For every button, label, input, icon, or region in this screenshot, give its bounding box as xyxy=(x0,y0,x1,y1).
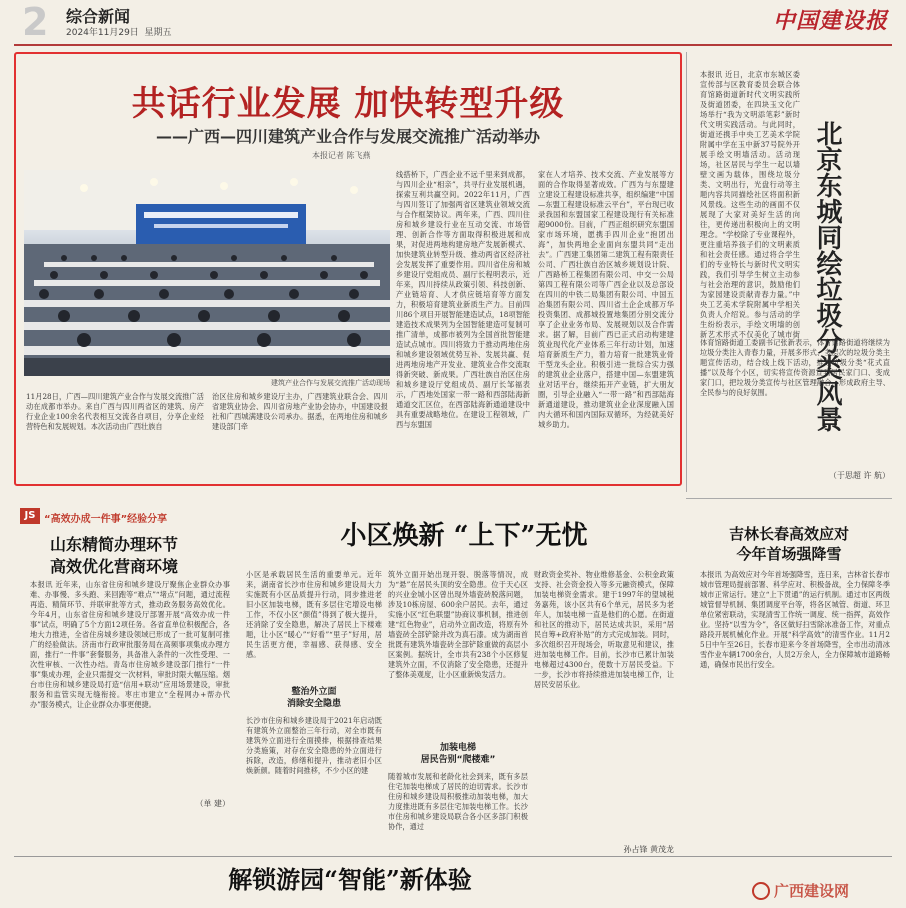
jilin-top-rule xyxy=(686,498,892,499)
section-title: 综合新闻 xyxy=(66,7,131,26)
shandong-headline-line-2: 高效优化营商环境 xyxy=(49,557,178,576)
js-banner xyxy=(20,508,180,524)
xiaoqu-subhead-1 xyxy=(246,686,382,710)
xiaoqu-column-1: 小区是承载居民生活的重要单元。近年来，湖南省长沙市住房和城乡建设局大力实施既有小区品质提升行动，同步推进老旧小区加装电梯，既有多层住宅增设电梯工作，不仅小区“颜值”得到了极大提升，还消除了安全隐患，解决了居民上下楼难题，让小区“暖心”“好看”“里子”好用，居民生活更方便，幸福感、获得感、安全感。 xyxy=(246,570,382,659)
weekday: 星期五 xyxy=(144,28,172,38)
xiaoqu-subhead-2 xyxy=(388,742,528,766)
feature-byline: 本报记者 陈飞燕 xyxy=(312,151,371,160)
feature-headline: 共话行业发展 加快转型升级 xyxy=(131,84,565,124)
watermark-text: 广西建设网 xyxy=(774,882,850,900)
shandong-body: 本报讯 近年来，山东省住房和城乡建设厅聚焦企业群众办事难、办事慢、多头跑、来回跑等“难点”“堵点”问题，通过流程再造、精简环节、并联审批等方式，推动政务服务高效优化。今年4月，山东省住房和城乡建设厅部署开展“高效办成一件事”试点，明确了5个方面12项任务。各省直单位积极配合，各地大力推进，全省住房城乡建设领域已形成了一批可复制可推广的经验做法。济南市行政审批服务局在高频事项集成办理方面，推行“一件事”套餐服务，具备准入条件的一次性受理、一次性审核、一次性办结。青岛市住房城乡建设部门推行“一件事”集成办理，企业只需提交一次材料，审批时限大幅压缩。烟台市住房和城乡建设局打造“信用+联动”应用场景建设，审批服务和监管实现无缝衔接。枣庄市建立“全程网办+帮办代办”服务模式，让企业群众办事更便捷。 xyxy=(30,580,230,709)
jilin-headline-line-1: 吉林长春高效应对 xyxy=(728,525,849,543)
xiaoqu-column-2b: 随着城市发展和老龄化社会到来，既有多层住宅加装电梯成了居民的迫切需求。长沙市住房和城乡建设局积极推动加装电梯，加大力度推进既有多层住宅加装电梯工作。长沙市住房和城乡建设局联合各小区多部门积极协作，通过 xyxy=(388,772,528,831)
masthead-logo: 中国建设报 xyxy=(772,8,888,34)
shandong-headline[interactable] xyxy=(14,534,214,578)
page-number: 2 xyxy=(22,0,49,44)
jilin-headline[interactable] xyxy=(686,524,892,564)
beijing-body-1: 本报讯 近日，北京市东城区委宣传部与区教育委员会联合体育馆路街道新时代文明实践所及街道团委，在四块玉文化广场举行“我为文明添笔彩”新时代文明实践活动。与此同时，街道还携手中央工艺美术学院附属中学在玉中新37号院外开展手绘文明墙活动。活动现场，社区居民与学生一起以墙壁文画为载体，围绕垃圾分类、文明出行，光盘行动等主题内容共同描绘社区将面积新风景线。这些生动的画面不仅展现了大家对美好生活的向往，更传递出积极向上的文明理念。“学校除了专业课程外，更注重培养孩子们的文明素质和社会责任感。通过将合学生们的专业特长与新时代文明实践，我们引导学生树立主动参与社会治理的意识，鼓励他们为家园建设贡献青春力量。”中央工艺美术学院附属中学相关负责人介绍说。参与活动的学生纷纷表示，手绘文明墙的创新艺术形式不仅美化了城市街 xyxy=(700,70,800,338)
conference-photo xyxy=(24,170,390,376)
feature-subheadline: ——广西—四川建筑产业合作与发展交流推广活动举办 xyxy=(155,127,540,146)
xiaoqu-column-2: 筑外立面开始出现开裂、脱落等情况，成为“悬”在居民头顶的安全隐患。位于天心区的兴业金城小区曾出现外墙瓷砖脱落问题，涉及10栋房屋、600余户居民。去年，通过实施小区“红色联盟”协商议事机制，推进创建“红色物业”，启动外立面改造，将原有外墙瓷砖全部铲除并改为真石漆。成为湖南首批既有建筑外墙瓷砖全部铲除重做的高层小区案例。据统计，全市共有238个小区修复建筑外立面，不仅消除了安全隐患，还提升了整体美观度，让小区重新焕发活力。 xyxy=(388,570,528,679)
bottom-rule xyxy=(14,856,892,857)
header-rule xyxy=(14,44,892,46)
xiaoqu-subhead-1-line-1: 整治外立面 xyxy=(291,687,337,697)
beijing-body-2: 体育馆路街道工委副书记张新表示，体育馆路街道将继续为垃圾分类注入青春力量，开展多形式、多层次的垃圾分类主题宣传活动，结合线上线下活动，推进垃圾分类“花式直播”以及每个小区，切实将宣传资源宣到居民家门口、变成家门口，把垃圾分类宣传与社区管理融合，形成政府主导、全民参与的良好氛围。 xyxy=(700,338,890,397)
xiaoqu-headline[interactable]: 小区焕新 “上下”无忧 xyxy=(340,521,588,551)
js-tag: JS xyxy=(20,508,40,524)
xiaoqu-signature: 孙占锋 黄茂龙 xyxy=(623,845,674,854)
feature-article[interactable] xyxy=(14,52,682,486)
bottom-headline[interactable]: 解锁游园“智能”新体验 xyxy=(228,865,472,894)
xiaoqu-column-1b: 长沙市住房和城乡建设局于2021年启动既有建筑外立面整治三年行动，对全市既有建筑外立面进行全面摸排，根据排查结果分类施策，对存在安全隐患的外立面进行拆除，改造，修缮和提升，推动老旧小区焕新颜。随着时间推移，不少小区的建 xyxy=(246,716,382,775)
jilin-headline-line-2: 今年首场强降雪 xyxy=(736,545,842,563)
xiaoqu-subhead-2-line-2: 居民告别“爬楼难” xyxy=(420,755,496,765)
feature-column-4: 家在人才培养、技术交流、产业发展等方面的合作取得显著成效。广西为与东盟建立建设工程建设标准共享，组织编建“中国—东盟工程建设标准云平台”，平台现已收录我国和东盟国家工程建设现行有关标准超9000份。目前，广西正组织研究东盟国家市场环境，愿携手四川企业“抱团出海”，加快两地企业面向东盟共同“走出去”。广西建工集团第二建筑工程有限责任公司、广西壮族自治区城乡规划设计院、广西路桥工程集团有限公司、中交一公局第四工程有限公司等广西企业以及总部设在四川的中铁二局集团有限公司、中国五冶集团有限公司、四川省土企企成都万华投资集团、成都城投置地集团分别交流分享了企业业务布局、发展规划以及合作需求。据了解，目前广西已正式启动构建建筑业现代化产业体系三年行动计划，加速培育新质生产力，着力培育一批建筑业骨干型龙头企业。积极引进一批综合实力强的建筑业企业落户，搭建中国—东盟建筑业对话平台，继续拓开产业链，扩大朋友圈，引导企业融入“一带一路”和西部陆海新通道建设，推动建筑业企业深度融入国内大循环和国内国际双循环，为经就美好城乡助力。 xyxy=(538,170,674,429)
date: 2024年11月29日 xyxy=(66,28,139,38)
dateline xyxy=(66,25,172,38)
feature-column-1: 11月28日，广西—四川建筑产业合作与发展交流推广活动在成都市举办。来自广西与四川两省区的建筑、房产行业企业100余名代表相互交流各自项目，分享企业经营特色和发展规划。本次活动由广西壮族自 xyxy=(26,392,204,431)
shandong-signature: （单 建） xyxy=(195,799,230,808)
shandong-headline-line-1: 山东精简办理环节 xyxy=(49,535,178,554)
xiaoqu-column-3: 财政资金奖补、物业维修基金、公积金政策支持、社会资金投入等多元融资模式，保障加装电梯资金需求。建于1997年的望城税务嘉苑，该小区共有6个单元，居民多为老年人，加装电梯一直是他们的心愿。在街道和社区的推动下，居民达成共识，采用“居民自筹+政府补贴”的方式完成加装。同时，多次组织召开现场会，听取意见和建议，推进加装电梯工作。目前，长沙市已累计加装电梯超过4300台，使数十万居民受益。下一步，长沙市将持续推进加装电梯工作，让居民安居乐业。 xyxy=(534,570,674,689)
xiaoqu-subhead-2-line-1: 加装电梯 xyxy=(439,743,476,753)
watermark-icon xyxy=(752,882,770,900)
photo-caption: 建筑产业合作与发展交流推广活动现场 xyxy=(271,379,390,387)
feature-column-3: 线搭桥下，广西企业不远千里来到成都，与四川企业“相亲”，共寻行业发展机遇，探索互利共赢空间。2022年11月，广西与四川签订了加强两省区建筑业领域交流与合作框架协议。两年来，广西、四川住房和城乡建设行业在互动交流、市场管理、创新合作等方面取得积极进展和成果，对促进两地构建房地产发展新模式、加快建筑业转型升级、推动两省区经济社会发展发挥了重要作用。四川省住房和城乡建设厅党组成员、副厅长程明表示，近年来，四川持续从政策引领、科技创新、产业链培育、人才供应链培育等方面发力，积极培育建筑业新质生产力。目前四川86个项目开展智能建造试点，18项智能建造技术成果列为全国智能建造可复制可推广清单，成都市被列为全国首批智能建造试点城市。四川将致力于推动两地住房和城乡建设领域优势互补、发展共赢、促进两地房地产开发业、建筑业合作交流取得新突破、新成果。广西壮族自治区住房和城乡建设厅党组成员、副厅长邹福表示，广西地处国家一带一路和西部陆海新通道交汇区位，在西部陆海新通道建设中具有重要战略地位。在建设工程领域，广西与东盟国 xyxy=(396,170,530,429)
watermark xyxy=(752,880,902,904)
xiaoqu-subhead-1-line-2: 消除安全隐患 xyxy=(286,699,341,709)
feature-column-2: 治区住房和城乡建设厅主办，广西建筑业联合会、四川省建筑业协会、四川省房地产业协会协办，中国建设报社和广西城满建设公司承办。据悉，在两地住房和城乡建设部门牵 xyxy=(212,392,388,431)
conference-photo-illustration xyxy=(24,170,390,376)
column-divider xyxy=(686,52,687,492)
js-banner-label: “高效办成一件事”经验分享 xyxy=(44,514,168,525)
jilin-body: 本报讯 为高效应对今年首场强降雪，连日来，吉林省长春市城市管理局提前部署、科学应对、积极备战，全力保障冬季城市正常运行。建立“上下贯通”的运行机制。通过市区两级城管督导机制、集团调度平台等，将各区城管、街道、环卫单位紧密联动，实现清雪工作统一调度、统一指挥，高效作业。坚持“以雪为令”，各区做好扫雪除冰准备工作，对重点路段开展机械化作业。开展“科学高效”的清雪作业。11月25日中午至26日，长春市迎来今冬首场降雪，全市出动清冰雪作业车辆1700余台，人员2万余人，全力保障城市道路畅通，确保市民出行安全。 xyxy=(700,570,890,669)
beijing-signature: （于思超 许 航） xyxy=(828,471,890,480)
beijing-headline: 北京东城同绘垃圾分类风景 xyxy=(812,120,842,432)
